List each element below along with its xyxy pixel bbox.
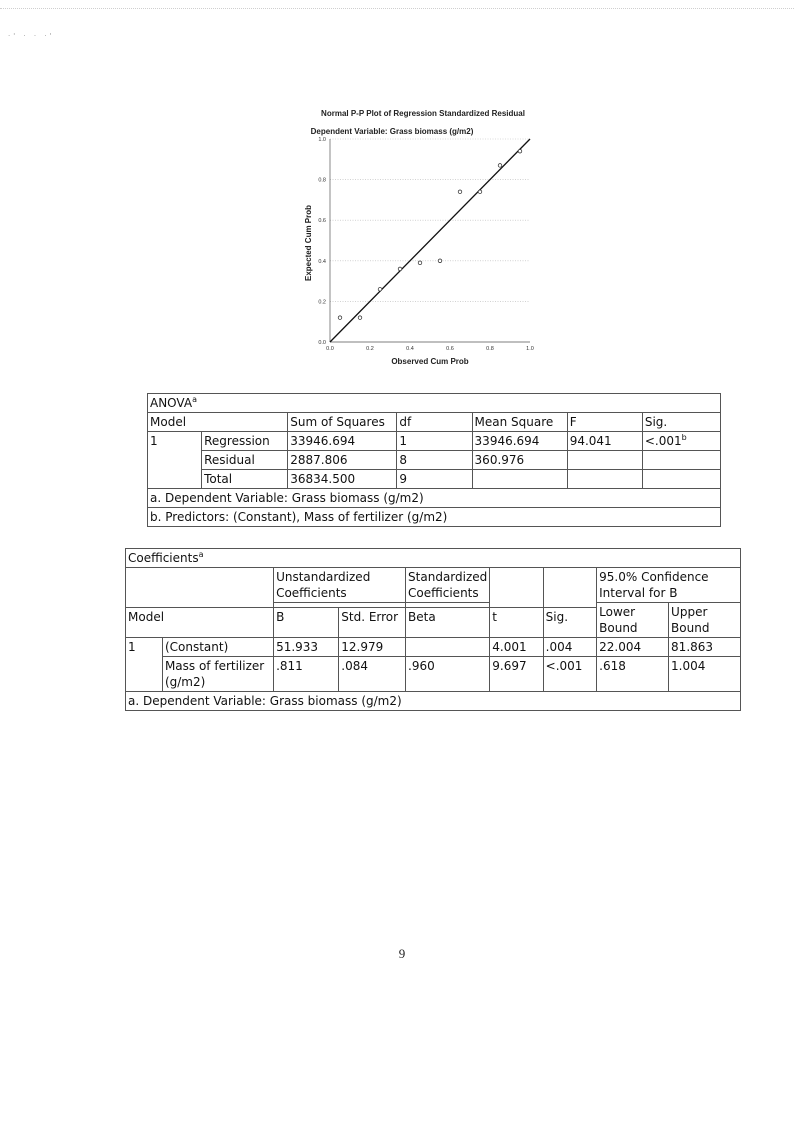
anova-ss: 36834.500	[288, 470, 397, 489]
coef-term: Mass of fertilizer (g/m2)	[162, 657, 273, 692]
y-axis-label: Expected Cum Prob	[304, 204, 313, 282]
anova-df: 1	[397, 432, 472, 451]
anova-footnote-row	[148, 508, 721, 527]
table-row	[126, 638, 741, 657]
coef-se: 12.979	[339, 638, 406, 657]
x-tick-label: 0.4	[406, 346, 414, 352]
chart-title: Normal P-P Plot of Regression Standardized Residual	[321, 109, 525, 118]
page-number: 9	[398, 946, 406, 961]
table-row	[148, 470, 721, 489]
x-tick-label: 0.6	[446, 346, 454, 352]
anova-header-model: Model	[148, 413, 288, 432]
coef-term: (Constant)	[162, 638, 273, 657]
anova-model-number: 1	[148, 432, 202, 489]
anova-header-sig: Sig.	[642, 413, 720, 432]
anova-ss: 2887.806	[288, 451, 397, 470]
anova-header-df: df	[397, 413, 472, 432]
coefficients-footnote-row	[126, 692, 741, 711]
anova-sig	[642, 470, 720, 489]
anova-header-ss: Sum of Squares	[288, 413, 397, 432]
coef-upper: 81.863	[669, 638, 741, 657]
coef-lower: 22.004	[597, 638, 669, 657]
anova-footnote-a: a. Dependent Variable: Grass biomass (g/m2)	[148, 489, 721, 508]
coef-header-t-blank	[490, 568, 543, 608]
anova-df: 9	[397, 470, 472, 489]
coef-beta	[406, 638, 490, 657]
y-tick-label: 0.0	[318, 340, 326, 346]
page-top-border	[0, 8, 794, 9]
anova-footnote-b: b. Predictors: (Constant), Mass of fertilizer (g/m2)	[148, 508, 721, 527]
anova-source: Residual	[202, 451, 288, 470]
data-point	[398, 267, 402, 271]
anova-sig	[642, 451, 720, 470]
anova-table	[147, 393, 721, 527]
data-point	[438, 259, 442, 263]
anova-f: 94.041	[567, 432, 642, 451]
anova-title-row	[148, 394, 721, 413]
data-point	[378, 287, 382, 291]
anova-header-row	[148, 413, 721, 432]
coef-header-unstandardized: Unstandardized Coefficients	[274, 568, 406, 603]
chart-subtitle: Dependent Variable: Grass biomass (g/m2)	[310, 127, 474, 136]
anova-df: 8	[397, 451, 472, 470]
coef-upper: 1.004	[669, 657, 741, 692]
scan-specks: ·' · · ·'	[8, 32, 55, 40]
anova-header-ms: Mean Square	[472, 413, 567, 432]
x-tick-label: 1.0	[526, 346, 534, 352]
coef-header-blank	[126, 568, 274, 608]
anova-source: Total	[202, 470, 288, 489]
coefficients-title: Coefficients$^a$	[126, 549, 741, 568]
table-row	[148, 432, 721, 451]
data-point	[338, 316, 342, 320]
coef-lower: .618	[597, 657, 669, 692]
coef-header-model: Model	[126, 607, 274, 637]
x-tick-label: 0.8	[486, 346, 494, 352]
coef-sig: .004	[543, 638, 596, 657]
coef-header-beta: Beta	[406, 607, 490, 637]
data-point	[418, 261, 422, 265]
data-point	[498, 164, 502, 168]
coef-header-ci: 95.0% Confidence Interval for B	[597, 568, 741, 603]
y-tick-label: 0.4	[318, 258, 326, 265]
coef-header-lower: Lower Bound	[597, 603, 669, 638]
coef-footnote: a. Dependent Variable: Grass biomass (g/m2)	[126, 692, 741, 711]
anova-sig: <.001$^b$	[642, 432, 720, 451]
anova-title: ANOVA$^a$	[148, 394, 721, 413]
reference-diagonal	[330, 139, 530, 342]
pp-plot-svg	[280, 106, 580, 374]
anova-ms	[472, 470, 567, 489]
coef-sig: <.001	[543, 657, 596, 692]
coef-header-sig: Sig.	[543, 607, 596, 637]
anova-header-f: F	[567, 413, 642, 432]
table-row	[126, 657, 741, 692]
anova-footnote-row	[148, 489, 721, 508]
anova-ss: 33946.694	[288, 432, 397, 451]
coef-header-upper: Upper Bound	[669, 603, 741, 638]
coef-header-sig-blank	[543, 568, 596, 608]
data-point	[478, 190, 482, 194]
coef-t: 4.001	[490, 638, 543, 657]
coef-t: 9.697	[490, 657, 543, 692]
coef-header-t: t	[490, 607, 543, 637]
anova-f	[567, 470, 642, 489]
coef-b: 51.933	[274, 638, 339, 657]
coef-model-number: 1	[126, 638, 163, 692]
reference-line	[330, 139, 530, 342]
coef-header-b: B	[274, 607, 339, 637]
x-axis-label: Observed Cum Prob	[391, 357, 469, 366]
anova-ms: 360.976	[472, 451, 567, 470]
y-tick-label: 1.0	[318, 137, 326, 143]
data-point	[358, 316, 362, 320]
anova-source: Regression	[202, 432, 288, 451]
x-tick-label: 0.0	[326, 346, 334, 352]
anova-ms: 33946.694	[472, 432, 567, 451]
data-point	[518, 149, 522, 153]
y-tick-label: 0.2	[318, 299, 326, 306]
coef-header-se: Std. Error	[339, 607, 406, 637]
y-tick-label: 0.6	[318, 218, 326, 225]
table-row	[148, 451, 721, 470]
y-tick-label: 0.8	[318, 177, 326, 184]
x-tick-label: 0.2	[366, 346, 374, 352]
data-point	[458, 190, 462, 194]
coefficients-table	[125, 548, 741, 711]
coefficients-header-row	[126, 568, 741, 603]
coef-beta: .960	[406, 657, 490, 692]
coef-se: .084	[339, 657, 406, 692]
pp-plot	[280, 106, 580, 374]
coef-b: .811	[274, 657, 339, 692]
coefficients-title-row	[126, 549, 741, 568]
coef-header-standardized: Standardized Coefficients	[406, 568, 490, 603]
anova-f	[567, 451, 642, 470]
